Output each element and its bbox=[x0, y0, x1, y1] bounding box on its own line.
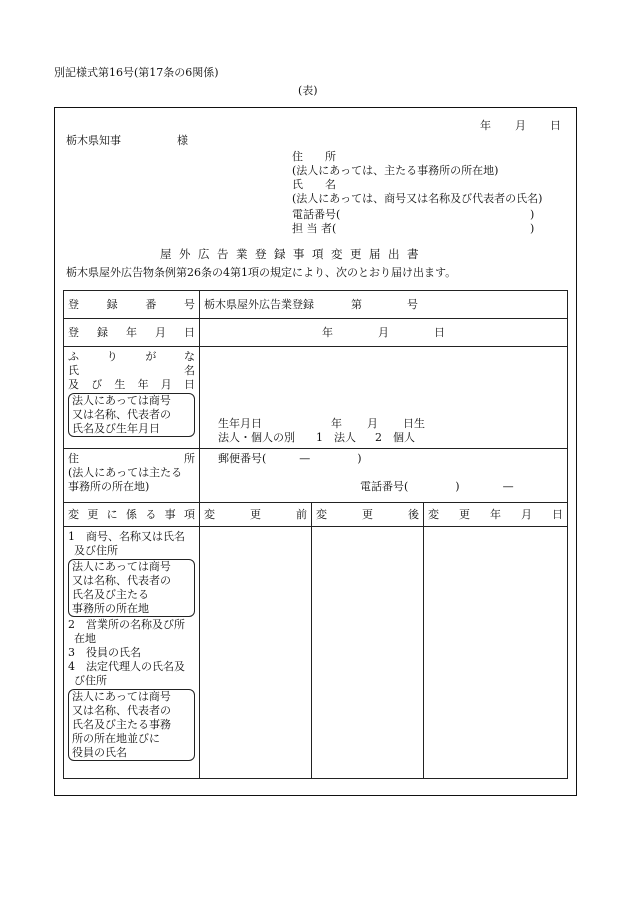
reg-no-value-cell bbox=[200, 291, 568, 319]
reg-no-prefix: 栃木県屋外広告業登録 bbox=[204, 297, 314, 311]
addr-note-1: (法人にあっては主たる bbox=[68, 466, 183, 479]
item3: 3 役員の氏名 bbox=[68, 646, 141, 659]
type-corporation: 1 法人 bbox=[316, 431, 356, 444]
name-label-cell bbox=[64, 347, 200, 449]
type-label: 法人・個人の別 bbox=[218, 431, 295, 444]
item1-line2: 及び住所 bbox=[74, 544, 118, 557]
corp-note-2: 又は名称、代表者の bbox=[72, 408, 171, 421]
reg-date-value-cell bbox=[200, 319, 568, 347]
item1-n4: 事務所の所在地 bbox=[72, 602, 149, 615]
tel-close: ) bbox=[455, 480, 460, 493]
addr-label: 住 所 bbox=[68, 452, 195, 465]
name-note: (法人にあっては、商号又は名称及び代表者の氏名) bbox=[292, 192, 543, 205]
reg-no-go: 号 bbox=[407, 297, 418, 311]
addr-note-2: 事務所の所在地) bbox=[68, 480, 150, 493]
date-month: 月 bbox=[515, 119, 526, 132]
reg-date-year: 年 bbox=[322, 325, 333, 339]
name-value-cell bbox=[200, 347, 568, 449]
change-item-header: 変 更 に 係 る 事 項 bbox=[64, 503, 200, 527]
item4-note: 法人にあっては商号 又は名称、代表者の 氏名及び主たる事務 所の所在地並びに 役員の氏名 bbox=[68, 689, 195, 761]
birth-day: 日生 bbox=[403, 417, 425, 430]
reg-date-day: 日 bbox=[434, 325, 445, 339]
item1-line1: 1 商号、名称又は氏名 bbox=[68, 530, 185, 543]
after-value-cell[interactable] bbox=[312, 527, 424, 779]
birth-date-label: 生年月日 bbox=[218, 417, 262, 430]
reg-no-label-cell bbox=[64, 291, 200, 319]
addr-value-cell bbox=[200, 449, 568, 503]
name-cell-label: 氏 名 bbox=[68, 364, 195, 377]
change-items-cell bbox=[64, 527, 200, 779]
corp-note-1: 法人にあっては商号 bbox=[72, 394, 171, 407]
reg-no-dai: 第 bbox=[351, 297, 362, 311]
date-day: 日 bbox=[550, 119, 561, 132]
birth-label: 及 び 生 年 月 日 bbox=[68, 378, 195, 391]
reg-date-label: 登 録 年 月 日 bbox=[68, 325, 195, 339]
type-individual: 2 個人 bbox=[375, 431, 415, 444]
name-label: 氏 名 bbox=[292, 178, 336, 191]
addressee-suffix: 様 bbox=[177, 134, 188, 147]
person-label: 担 当 者( bbox=[292, 222, 337, 235]
item4-line1: 4 法定代理人の氏名及 bbox=[68, 660, 185, 673]
before-value-cell[interactable] bbox=[200, 527, 312, 779]
form-side: (表) bbox=[298, 84, 318, 97]
tel-label: 電話番号( bbox=[360, 480, 409, 493]
item2-line1: 2 営業所の名称及び所 bbox=[68, 618, 185, 631]
after-header: 変 更 後 bbox=[312, 503, 424, 527]
item4-line2: び住所 bbox=[74, 674, 107, 687]
change-date-value-cell[interactable] bbox=[424, 527, 568, 779]
tel-dash: — bbox=[502, 480, 514, 493]
item1-n3: 氏名及び主たる bbox=[72, 588, 149, 601]
phone-close: ) bbox=[530, 208, 535, 221]
form-title: 屋外広告業登録事項変更届出書 bbox=[160, 247, 426, 261]
reg-date-month: 月 bbox=[378, 325, 389, 339]
postal-label: 郵便番号( bbox=[218, 452, 267, 465]
postal-close: ) bbox=[357, 452, 362, 465]
birth-year: 年 bbox=[331, 417, 342, 430]
item2-line2: 在地 bbox=[74, 632, 96, 645]
change-date-header: 変 更 年 月 日 bbox=[424, 503, 568, 527]
reg-no-label: 登 録 番 号 bbox=[68, 297, 195, 311]
person-close: ) bbox=[530, 222, 535, 235]
addr-label-cell bbox=[64, 449, 200, 503]
birth-month: 月 bbox=[367, 417, 378, 430]
postal-dash: — bbox=[299, 452, 311, 465]
phone-label: 電話番号( bbox=[292, 208, 341, 221]
registration-change-table bbox=[63, 290, 568, 779]
address-label: 住 所 bbox=[292, 150, 336, 163]
item1-note: 法人にあっては商号 又は名称、代表者の 氏名及び主たる 事務所の所在地 bbox=[68, 559, 195, 617]
date-year: 年 bbox=[480, 119, 491, 132]
address-note: (法人にあっては、主たる事務所の所在地) bbox=[292, 164, 499, 177]
before-header: 変 更 前 bbox=[200, 503, 312, 527]
addressee: 栃木県知事 bbox=[66, 134, 121, 147]
intro-text: 栃木県屋外広告物条例第26条の4第1項の規定により、次のとおり届け出ます。 bbox=[66, 266, 457, 279]
furigana-label: ふ り が な bbox=[68, 350, 195, 363]
corp-note-3: 氏名及び生年月日 bbox=[72, 422, 160, 435]
corp-note-bracket bbox=[68, 393, 195, 437]
reg-date-label-cell bbox=[64, 319, 200, 347]
form-number: 別記様式第16号(第17条の6関係) bbox=[54, 66, 219, 79]
